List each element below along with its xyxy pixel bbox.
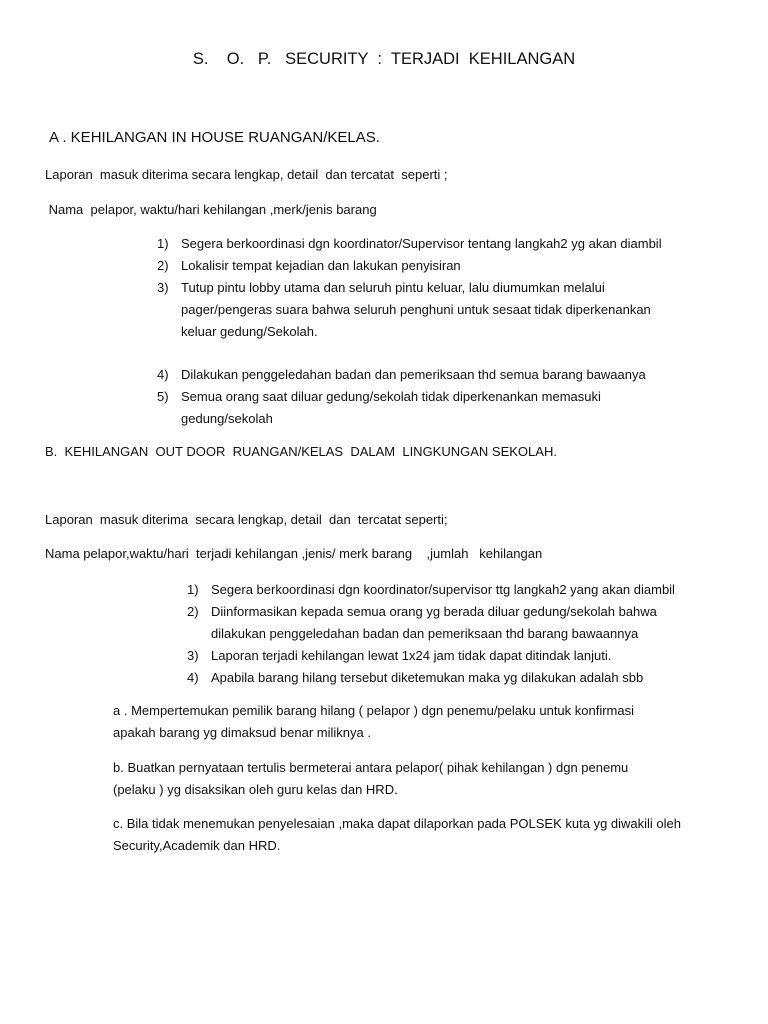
list-number: 2) bbox=[187, 604, 199, 619]
subpoint-b: b. Buatkan pernyataan tertulis bermeterai antara pelapor( pihak kehilangan ) dgn penemu bbox=[113, 760, 629, 775]
document-title: S. O. P. SECURITY : TERJADI KEHILANGAN bbox=[192, 50, 576, 68]
list-item: Segera berkoordinasi dgn koordinator/supervisor ttg langkah2 yang akan diambil bbox=[211, 582, 675, 597]
list-number: 3) bbox=[187, 648, 199, 663]
section-a-heading: A . KEHILANGAN IN HOUSE RUANGAN/KELAS. bbox=[49, 129, 380, 146]
subpoint-c-continuation: Security,Academik dan HRD. bbox=[113, 838, 281, 853]
subpoint-a-continuation: apakah barang yg dimaksud benar miliknya . bbox=[113, 725, 371, 740]
section-b-fields: Nama pelapor,waktu/hari terjadi kehilangan ,jenis/ merk barang ,jumlah kehilangan bbox=[45, 546, 543, 561]
list-item-continuation: pager/pengeras suara bahwa seluruh penghuni untuk sesaat tidak diperkenankan bbox=[181, 302, 651, 317]
subpoint-a: a . Mempertemukan pemilik barang hilang ( pelapor ) dgn penemu/pelaku untuk konfirmasi bbox=[113, 703, 635, 718]
list-item: Segera berkoordinasi dgn koordinator/Supervisor tentang langkah2 yg akan diambil bbox=[181, 236, 662, 251]
list-item: Lokalisir tempat kejadian dan lakukan penyisiran bbox=[181, 258, 461, 273]
list-number: 3) bbox=[157, 280, 169, 295]
list-item-continuation: gedung/sekolah bbox=[181, 411, 273, 426]
list-number: 1) bbox=[157, 236, 169, 251]
list-item: Dilakukan penggeledahan badan dan pemeriksaan thd semua barang bawaanya bbox=[181, 367, 646, 382]
list-item-continuation: keluar gedung/Sekolah. bbox=[181, 324, 318, 339]
list-number: 4) bbox=[187, 670, 199, 685]
list-item: Diinformasikan kepada semua orang yg berada diluar gedung/sekolah bahwa bbox=[211, 604, 657, 619]
section-a-fields: Nama pelapor, waktu/hari kehilangan ,merk/jenis barang bbox=[45, 202, 377, 217]
list-item: Apabila barang hilang tersebut diketemukan maka yg dilakukan adalah sbb bbox=[211, 670, 644, 685]
list-item: Tutup pintu lobby utama dan seluruh pintu keluar, lalu diumumkan melalui bbox=[181, 280, 605, 295]
section-a-intro: Laporan masuk diterima secara lengkap, detail dan tercatat seperti ; bbox=[45, 167, 448, 182]
subpoint-c: c. Bila tidak menemukan penyelesaian ,maka dapat dilaporkan pada POLSEK kuta yg diwakili oleh bbox=[113, 816, 682, 831]
list-number: 1) bbox=[187, 582, 199, 597]
list-item: Laporan terjadi kehilangan lewat 1x24 jam tidak dapat ditindak lanjuti. bbox=[211, 648, 612, 663]
list-item: Semua orang saat diluar gedung/sekolah tidak diperkenankan memasuki bbox=[181, 389, 601, 404]
list-number: 2) bbox=[157, 258, 169, 273]
list-item-continuation: dilakukan penggeledahan badan dan pemeriksaan thd barang bawaannya bbox=[211, 626, 639, 641]
list-number: 5) bbox=[157, 389, 169, 404]
section-b-heading: B. KEHILANGAN OUT DOOR RUANGAN/KELAS DALAM LINGKUNGAN SEKOLAH. bbox=[45, 444, 557, 459]
subpoint-b-continuation: (pelaku ) yg disaksikan oleh guru kelas dan HRD. bbox=[113, 782, 398, 797]
list-number: 4) bbox=[157, 367, 169, 382]
section-b-intro: Laporan masuk diterima secara lengkap, detail dan tercatat seperti; bbox=[45, 512, 448, 527]
